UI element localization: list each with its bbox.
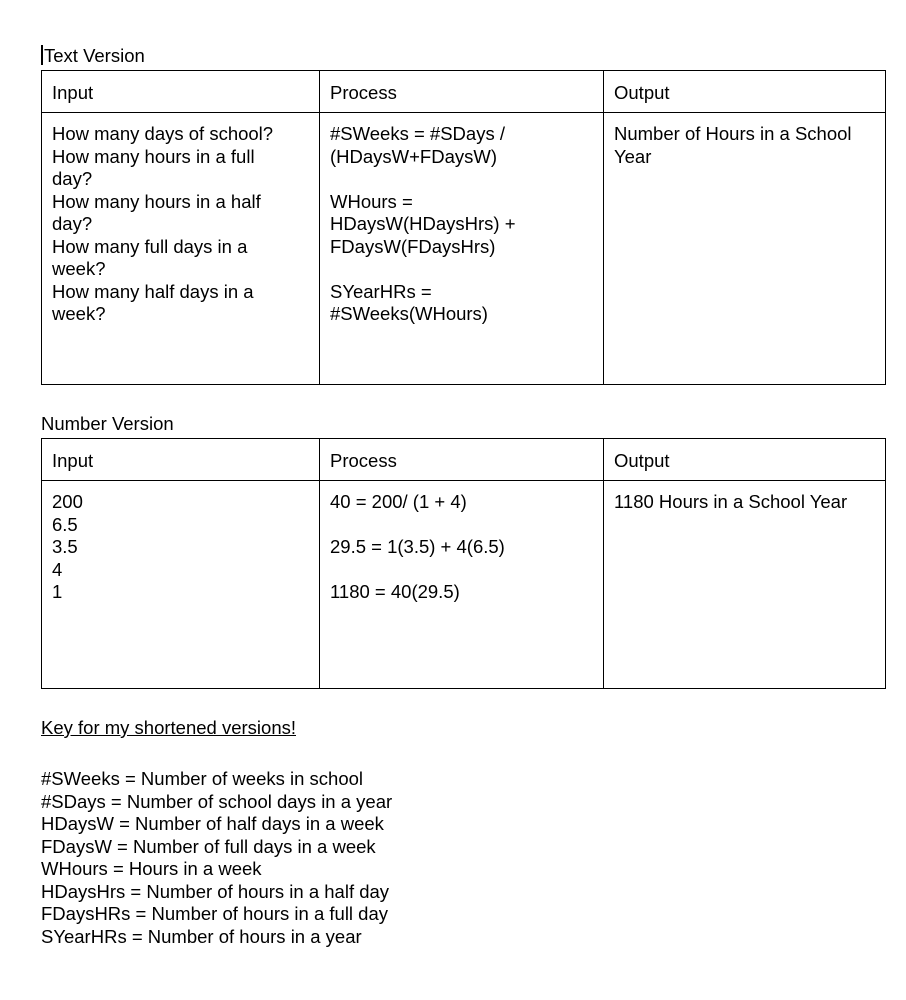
header-input: Input: [42, 71, 320, 113]
header-process: Process: [320, 71, 604, 113]
input-line: How many half days in a week?: [52, 280, 254, 324]
key-item: FDaysW = Number of full days in a week: [41, 835, 376, 857]
key-list: [41, 768, 392, 948]
output-text: 1180 Hours in a School Year: [614, 491, 848, 512]
key-title: Key for my shortened versions!: [41, 717, 296, 738]
input-line: How many full days in a week?: [52, 235, 248, 279]
table-header-row: [42, 71, 886, 113]
output-cell: [604, 481, 886, 689]
key-item: #SDays = Number of school days in a year: [41, 790, 393, 812]
table-body-row: [42, 481, 886, 689]
input-line: How many days of school?: [52, 123, 274, 144]
input-value: 4: [52, 558, 63, 580]
text-version-title: Text Version: [41, 45, 145, 67]
key-item: #SWeeks = Number of weeks in school: [41, 768, 364, 789]
input-value: 3.5: [52, 536, 78, 557]
header-output: Output: [604, 71, 886, 113]
text-version-table: [41, 70, 886, 385]
number-version-table: [41, 438, 886, 689]
process-line: 29.5 = 1(3.5) + 4(6.5): [330, 536, 505, 557]
text-cursor: [41, 45, 43, 65]
key-item: WHours = Hours in a week: [41, 858, 262, 879]
output-text: Number of Hours in a School Year: [614, 123, 852, 167]
header-process: Process: [320, 439, 604, 481]
process-cell: [320, 113, 604, 385]
input-line: How many hours in a full day?: [52, 145, 255, 189]
header-input: Input: [42, 439, 320, 481]
table-header-row: [42, 439, 886, 481]
input-value: 200: [52, 491, 83, 512]
input-value: 6.5: [52, 513, 78, 535]
output-cell: [604, 113, 886, 385]
key-item: SYearHRs = Number of hours in a year: [41, 925, 362, 947]
key-item: FDaysHRs = Number of hours in a full day: [41, 903, 389, 924]
key-item: HDaysHrs = Number of hours in a half day: [41, 880, 390, 902]
number-version-title: Number Version: [41, 413, 174, 434]
input-cell: [42, 113, 320, 385]
process-cell: [320, 481, 604, 689]
process-line: SYearHRs = #SWeeks(WHours): [330, 280, 488, 324]
process-line: 40 = 200/ (1 + 4): [330, 491, 467, 512]
input-cell: [42, 481, 320, 689]
header-output: Output: [604, 439, 886, 481]
process-line: #SWeeks = #SDays / (HDaysW+FDaysW): [330, 123, 505, 167]
process-line: WHours = HDaysW(HDaysHrs) + FDaysW(FDaysHrs): [330, 190, 516, 257]
table-body-row: [42, 113, 886, 385]
process-line: 1180 = 40(29.5): [330, 581, 460, 602]
input-value: 1: [52, 581, 63, 602]
input-line: How many hours in a half day?: [52, 190, 261, 234]
key-item: HDaysW = Number of half days in a week: [41, 813, 384, 834]
